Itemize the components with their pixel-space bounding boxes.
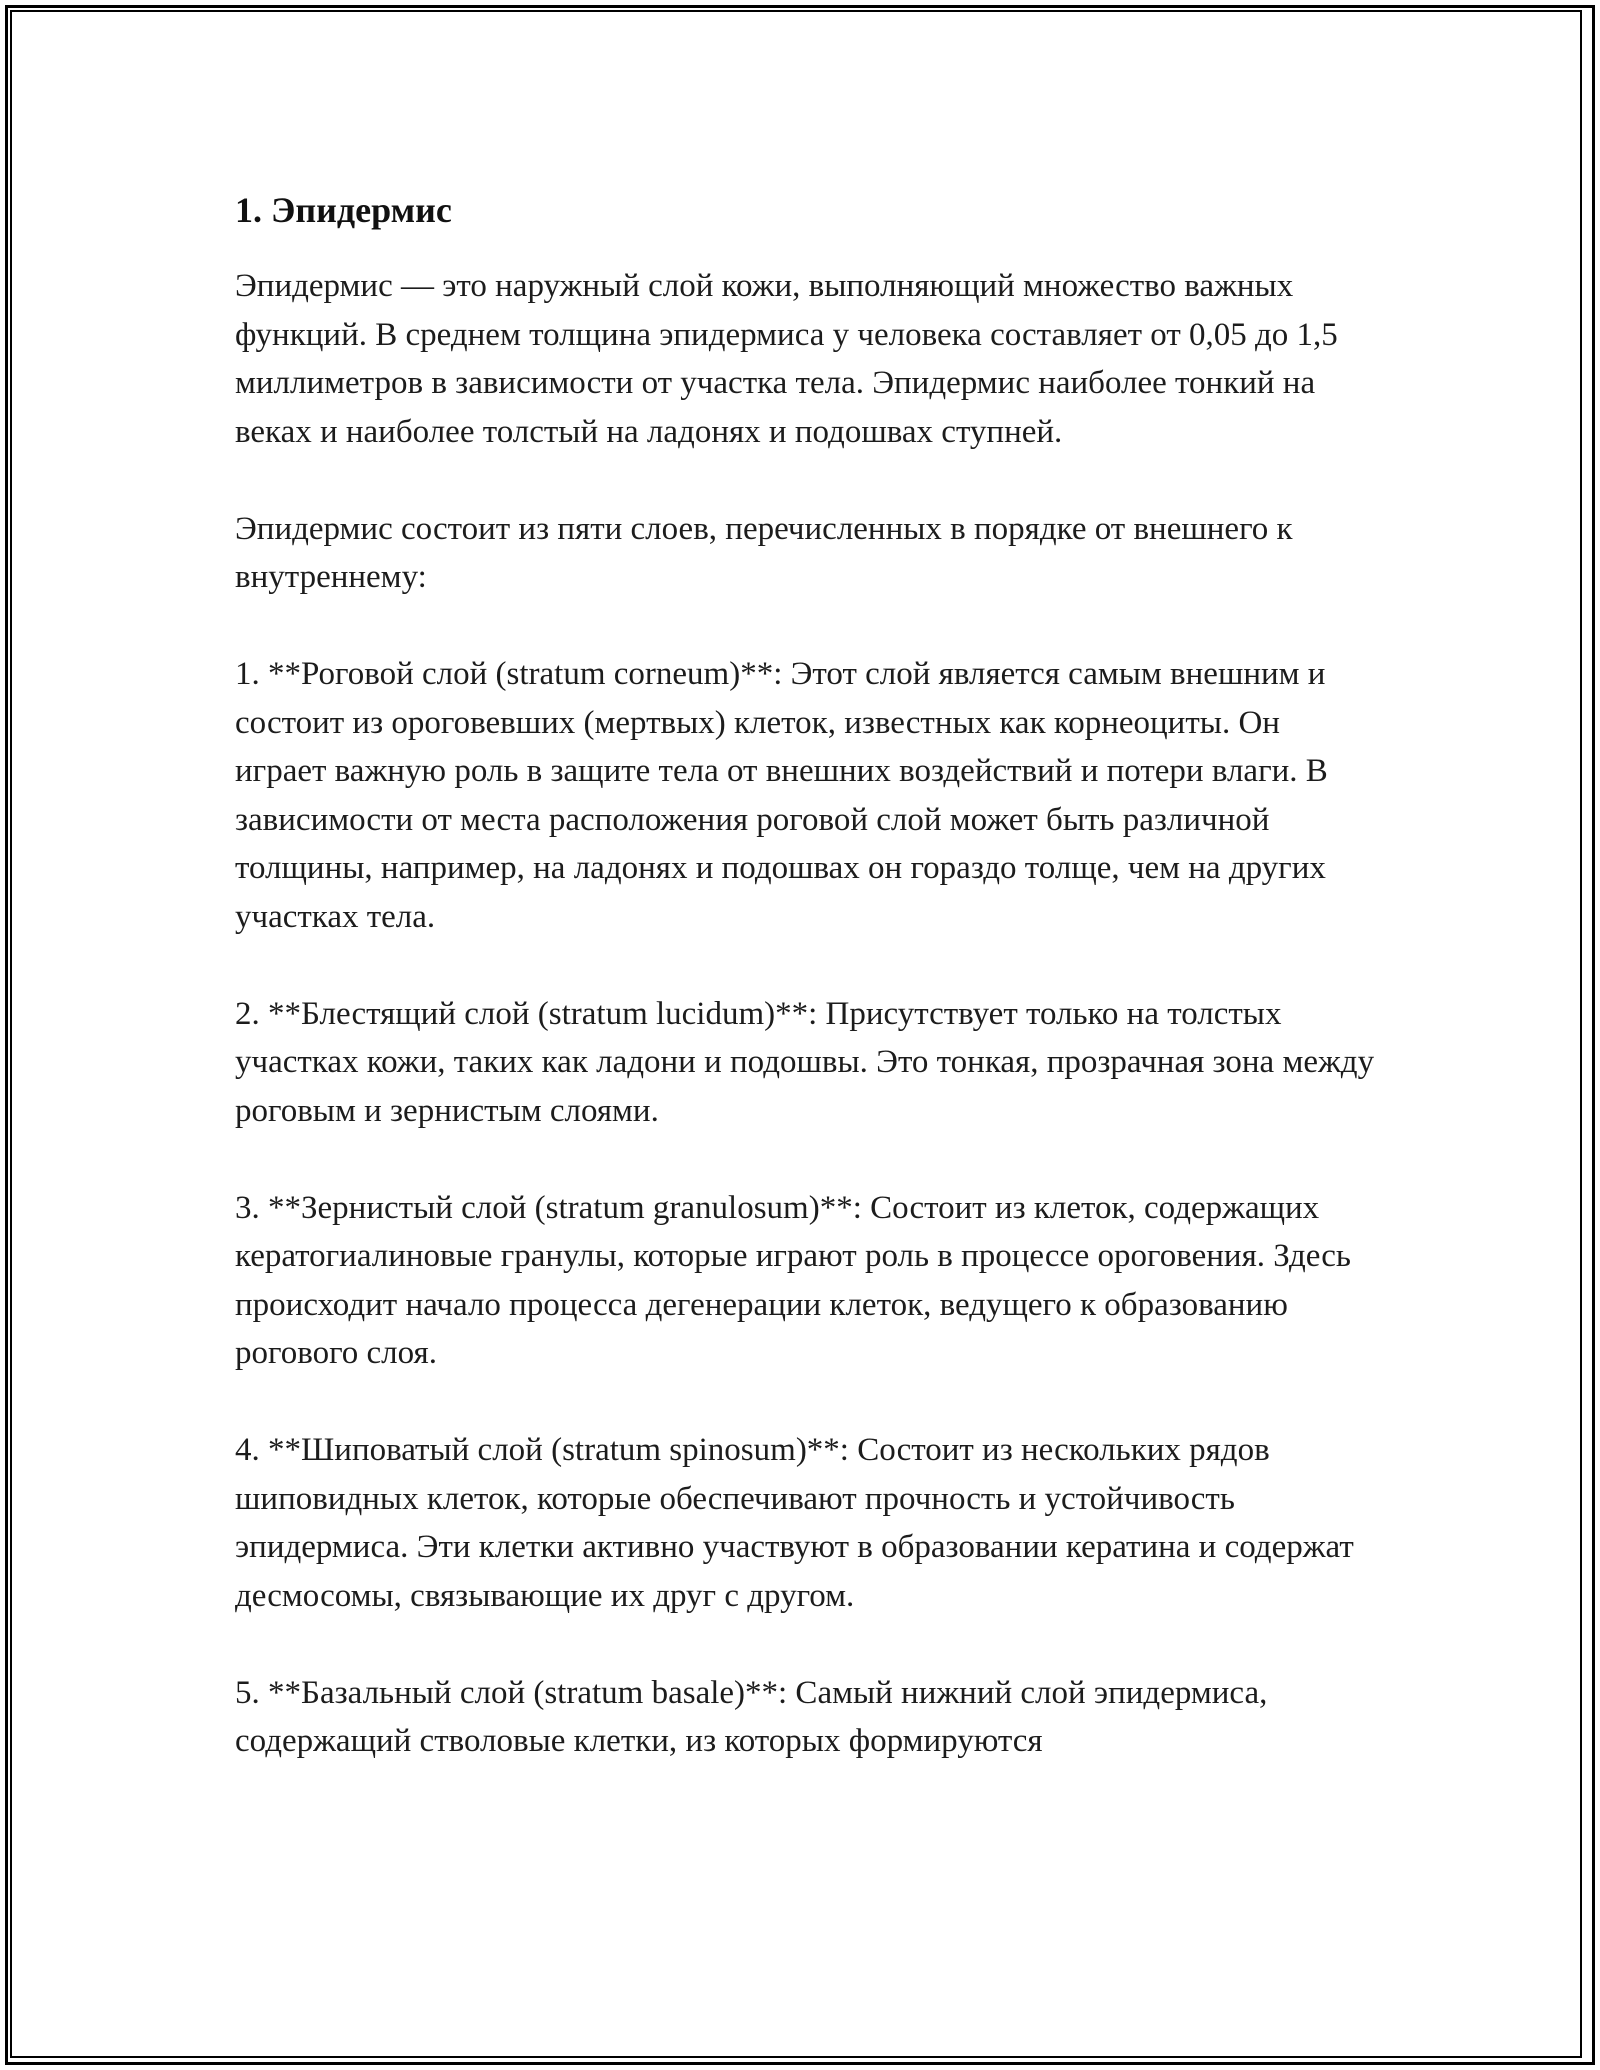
list-item-stratum-basale: 5. **Базальный слой (stratum basale)**: Самый нижний слой эпидермиса, содержащий стволовые клетки, из которых формируются <box>235 1674 1268 1759</box>
list-item-stratum-corneum: 1. **Роговой слой (stratum corneum)**: Этот слой является самым внешним и состоит из ороговевших (мертвых) клеток, известных как корнеоциты. Он играет важную роль в защите тела от внешних воздействий и потери влаги. В зависимости от места расположения роговой слой может быть различной толщины, например, на ладонях и подошвах он гораздо толще, чем на других участках тела. <box>235 656 1328 935</box>
list-item-stratum-granulosum: 3. **Зернистый слой (stratum granulosum)**: Состоит из клеток, содержащих кератогиалиновые гранулы, которые играют роль в процессе ороговения. Здесь происходит начало процесса дегенерации клеток, ведущего к образованию рогового слоя. <box>235 1189 1351 1371</box>
intro-paragraph: Эпидермис — это наружный слой кожи, выполняющий множество важных функций. В среднем толщина эпидермиса у человека составляет от 0,05 до 1,5 миллиметров в зависимости от участка тела. Эпидермис наиболее тонкий на веках и наиболее толстый на ладонях и подошвах ступней. <box>235 268 1338 450</box>
section-heading: 1. Эпидермис <box>235 190 452 230</box>
list-item-stratum-spinosum: 4. **Шиповатый слой (stratum spinosum)**: Состоит из нескольких рядов шиповидных клеток, которые обеспечивают прочность и устойчивость эпидермиса. Эти клетки активно участвуют в образовании кератина и содержат десмосомы, связывающие их друг с другом. <box>235 1432 1354 1614</box>
layers-intro-paragraph: Эпидермис состоит из пяти слоев, перечисленных в порядке от внешнего к внутреннему: <box>235 510 1293 595</box>
document-body <box>235 186 1375 1766</box>
list-item-stratum-lucidum: 2. **Блестящий слой (stratum lucidum)**: Присутствует только на толстых участках кожи, таких как ладони и подошвы. Это тонкая, прозрачная зона между роговым и зернистым слоями. <box>235 995 1375 1129</box>
